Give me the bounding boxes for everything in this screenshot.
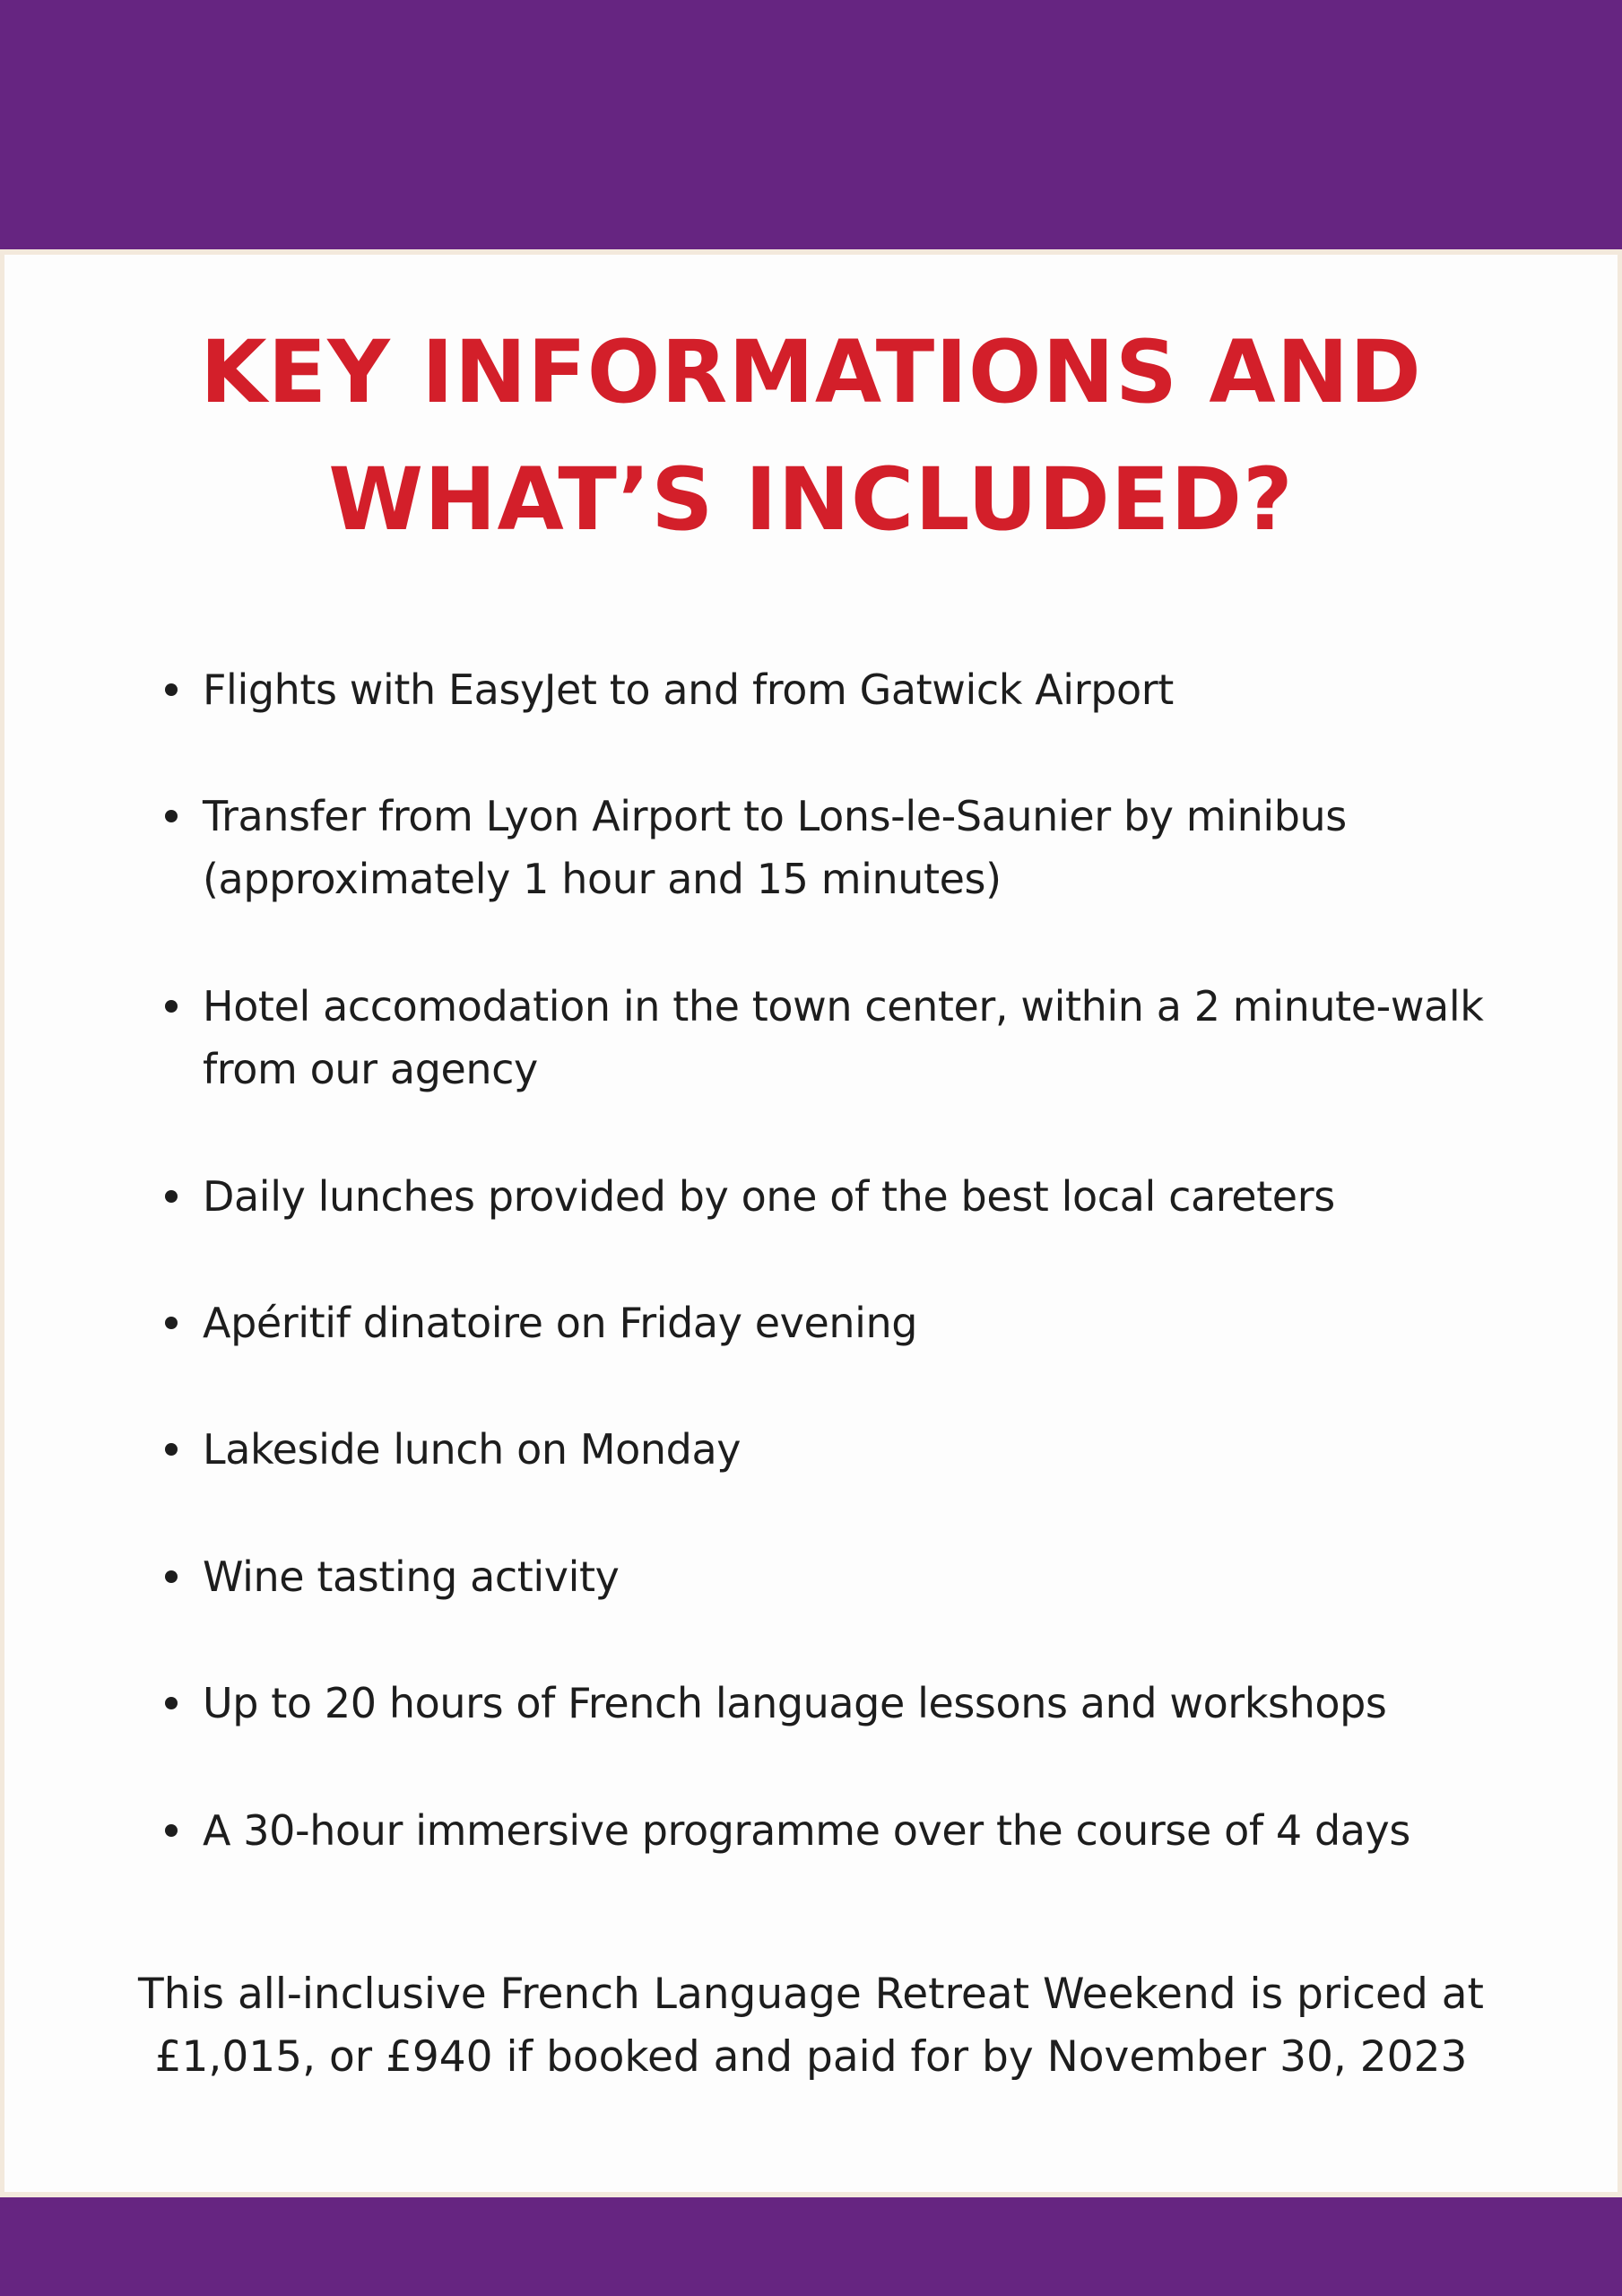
bullet-icon bbox=[165, 1570, 178, 1583]
list-item-text: Up to 20 hours of French language lessons and workshops bbox=[203, 1679, 1387, 1727]
list-item-text: Daily lunches provided by one of the best local careters bbox=[203, 1172, 1335, 1221]
list-item-text: Hotel accomodation in the town center, within a 2 minute-walk from our agency bbox=[203, 982, 1484, 1093]
bullet-icon bbox=[165, 1317, 178, 1329]
pricing-line-2: £1,015, or £940 if booked and paid for by November 30, 2023 bbox=[154, 2032, 1468, 2082]
bullet-icon bbox=[165, 1443, 178, 1456]
list-item-text: Apéritif dinatoire on Friday evening bbox=[203, 1299, 918, 1347]
bullet-icon bbox=[165, 683, 178, 696]
list-item-text: Lakeside lunch on Monday bbox=[203, 1425, 742, 1474]
pricing-note bbox=[4, 1963, 1618, 2089]
list-item-text: Flights with EasyJet to and from Gatwick Airport bbox=[203, 665, 1174, 714]
title-line-2: WHAT’S INCLUDED? bbox=[328, 449, 1294, 550]
list-item-text: Transfer from Lyon Airport to Lons-le-Saunier by minibus (approximately 1 hour and 15 minutes) bbox=[203, 792, 1347, 903]
list-item-lessons bbox=[203, 1672, 1512, 1735]
bullet-icon bbox=[165, 1190, 178, 1203]
bullet-icon bbox=[165, 1697, 178, 1709]
content-panel bbox=[4, 255, 1618, 2192]
list-item-wine bbox=[203, 1545, 1512, 1608]
list-item-text: A 30-hour immersive programme over the course of 4 days bbox=[203, 1806, 1410, 1855]
list-item-aperitif bbox=[203, 1292, 1512, 1354]
list-item-lunches bbox=[203, 1165, 1512, 1228]
included-list bbox=[4, 255, 1618, 2192]
bottom-banner bbox=[0, 2197, 1622, 2296]
list-item-transfer bbox=[203, 785, 1512, 910]
bullet-icon bbox=[165, 810, 178, 822]
bullet-icon bbox=[165, 1824, 178, 1837]
list-item-hotel bbox=[203, 975, 1512, 1100]
list-item-flights bbox=[203, 658, 1512, 721]
list-item-programme bbox=[203, 1799, 1512, 1862]
list-item-text: Wine tasting activity bbox=[203, 1552, 620, 1601]
list-item-lakeside bbox=[203, 1418, 1512, 1481]
pricing-line-1: This all-inclusive French Language Retreat Weekend is priced at bbox=[138, 1970, 1484, 2019]
bullet-icon bbox=[165, 1000, 178, 1013]
title-line-1: KEY INFORMATIONS AND bbox=[200, 322, 1422, 422]
top-banner bbox=[0, 0, 1622, 249]
